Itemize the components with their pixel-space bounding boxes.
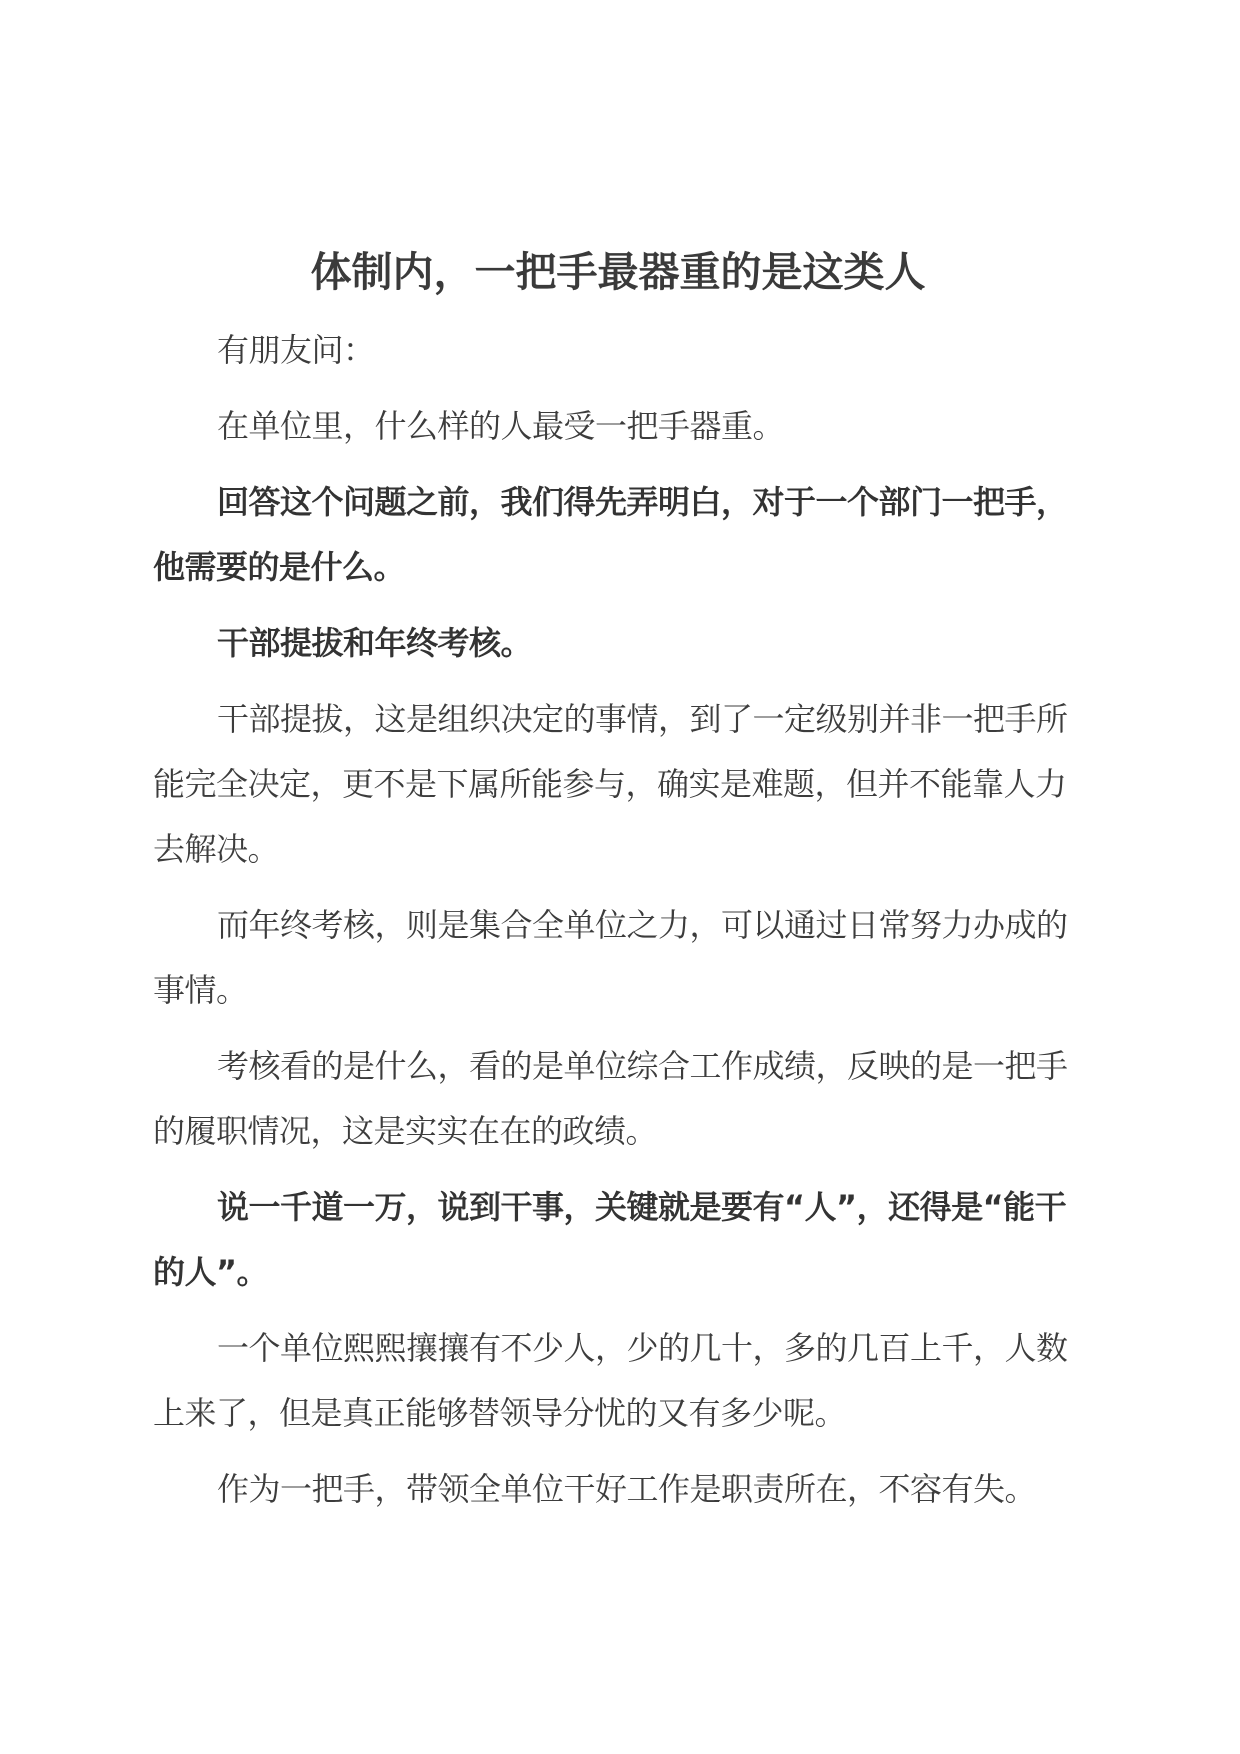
paragraph-7: 考核看的是什么，看的是单位综合工作成绩，反映的是一把手的履职情况，这是实实在在的政绩。 bbox=[153, 1047, 1068, 1150]
paragraph-6: 而年终考核，则是集合全单位之力，可以通过日常努力办成的事情。 bbox=[153, 906, 1068, 1009]
paragraph-2: 在单位里，什么样的人最受一把手器重。 bbox=[217, 407, 785, 445]
paragraph-3-bold: 回答这个问题之前，我们得先弄明白，对于一个部门一把手，他需要的是什么。 bbox=[153, 483, 1068, 586]
paragraph-9: 一个单位熙熙攘攘有不少人，少的几十，多的几百上千，人数上来了，但是真正能够替领导分忧的又有多少呢。 bbox=[153, 1329, 1068, 1432]
paragraph-8-bold: 说一千道一万，说到干事，关键就是要有“人”，还得是“能干的人”。 bbox=[153, 1188, 1067, 1291]
paragraph-1: 有朋友问： bbox=[217, 331, 375, 369]
paragraph-5: 干部提拔，这是组织决定的事情，到了一定级别并非一把手所能完全决定，更不是下属所能参与，确实是难题，但并不能靠人力去解决。 bbox=[153, 700, 1068, 868]
document-page bbox=[153, 240, 1083, 1533]
document-title: 体制内，一把手最器重的是这类人 bbox=[310, 248, 926, 296]
paragraph-4-bold: 干部提拔和年终考核。 bbox=[217, 624, 533, 662]
paragraph-10: 作为一把手，带领全单位干好工作是职责所在，不容有失。 bbox=[217, 1470, 1037, 1508]
